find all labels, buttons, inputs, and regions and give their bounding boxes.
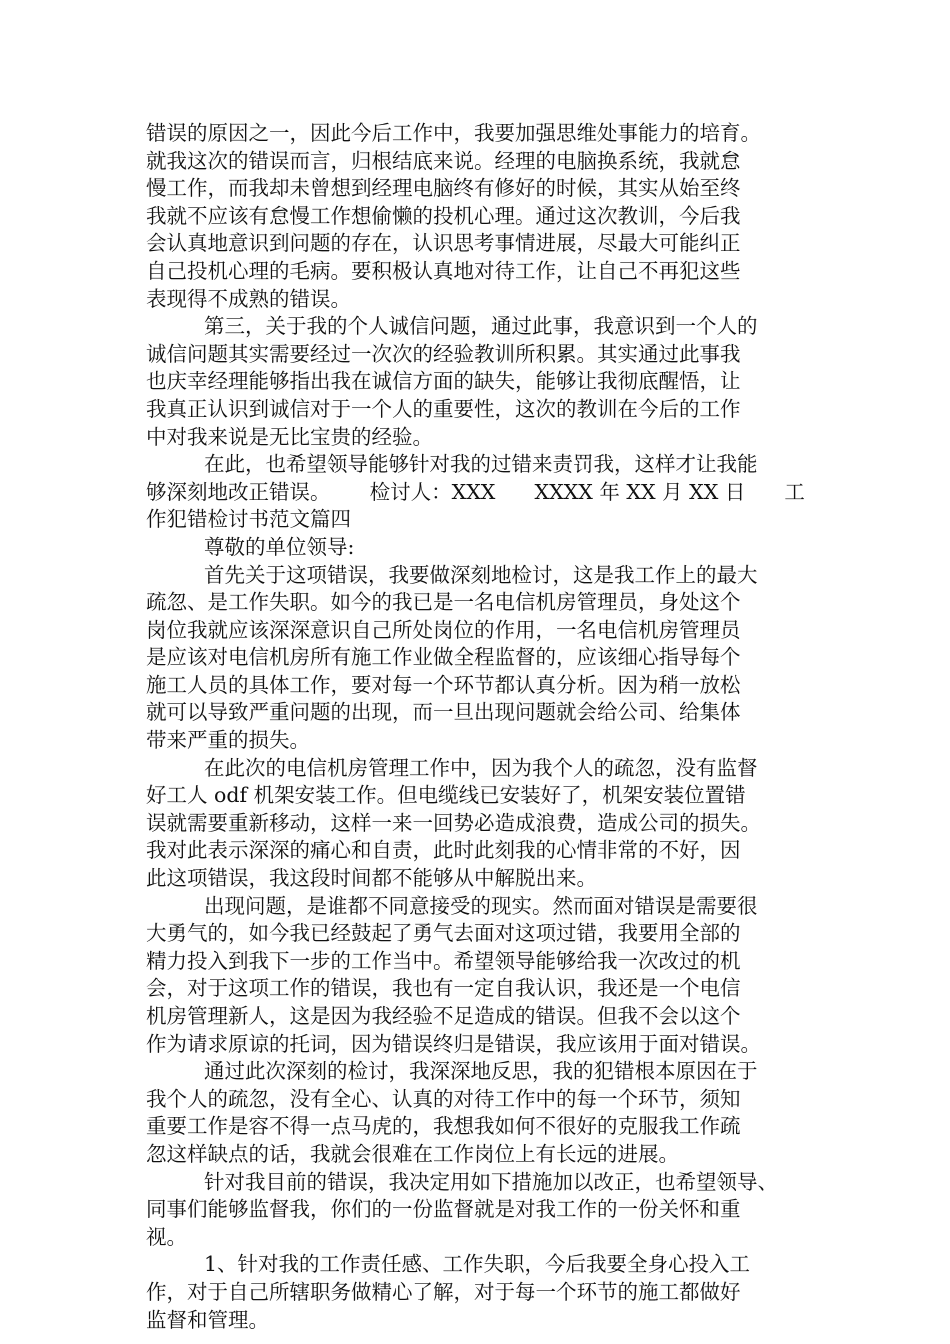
text-line: 此这项错误，我这段时间都不能够从中解脱出来。 xyxy=(146,866,597,891)
text-line: 就可以导致严重问题的出现，而一旦出现问题就会给公司、给集体 xyxy=(146,700,741,725)
text-line: 我真正认识到诚信对于一个人的重要性，这次的教训在今后的工作 xyxy=(146,396,741,421)
text-line: 1、针对我的工作责任感、工作失职，今后我要全身心投入工 xyxy=(204,1252,751,1277)
text-line: 视。 xyxy=(146,1224,187,1249)
text-line: 中对我来说是无比宝贵的经验。 xyxy=(146,424,433,449)
text-line: 作，对于自己所辖职务做精心了解，对于每一个环节的施工都做好 xyxy=(146,1279,741,1304)
text-line: 错误的原因之一，因此今后工作中，我要加强思维处事能力的培育。 xyxy=(146,121,761,145)
text-line: 重要工作是容不得一点马虎的，我想我如何不很好的克服我工作疏 xyxy=(146,1114,741,1139)
text-line: 我个人的疏忽，没有全心、认真的对待工作中的每一个环节，须知 xyxy=(146,1086,741,1111)
text-line: 尊敬的单位领导: xyxy=(204,534,355,559)
text-line: 好工人 odf 机架安装工作。但电缆线已安装好了，机架安装位置错 xyxy=(146,783,746,808)
text-line: 带来严重的损失。 xyxy=(146,728,310,753)
text-line: 我对此表示深深的痛心和自责，此时此刻我的心情非常的不好，因 xyxy=(146,838,741,863)
text-line: 大勇气的，如今我已经鼓起了勇气去面对这项过错，我要用全部的 xyxy=(146,921,741,946)
text-line: 在此次的电信机房管理工作中，因为我个人的疏忽，没有监督 xyxy=(204,755,758,780)
text-line: 忽这样缺点的话，我就会很难在工作岗位上有长远的进展。 xyxy=(146,1141,679,1166)
text-line: 疏忽、是工作失职。如今的我已是一名电信机房管理员，身处这个 xyxy=(146,590,741,615)
text-line: 误就需要重新移动，这样一来一回势必造成浪费，造成公司的损失。 xyxy=(146,810,761,835)
text-line: 够深刻地改正错误。 检讨人：XXX XXXX 年 XX 月 XX 日 工 xyxy=(146,479,805,504)
text-line: 是应该对电信机房所有施工作业做全程监督的，应该细心指导每个 xyxy=(146,645,741,670)
text-line: 施工人员的具体工作，要对每一个环节都认真分析。因为稍一放松 xyxy=(146,672,741,697)
text-line: 同事们能够监督我，你们的一份监督就是对我工作的一份关怀和重 xyxy=(146,1197,741,1222)
text-line: 会，对于这项工作的错误，我也有一定自我认识，我还是一个电信 xyxy=(146,976,741,1001)
document-body-text xyxy=(146,120,816,1334)
text-line: 诚信问题其实需要经过一次次的经验教训所积累。其实通过此事我 xyxy=(146,341,741,366)
text-line: 机房管理新人，这是因为我经验不足造成的错误。但我不会以这个 xyxy=(146,1004,741,1028)
text-line: 会认真地意识到问题的存在，认识思考事情进展，尽最大可能纠正 xyxy=(146,231,741,256)
text-line: 作犯错检讨书范文篇四 xyxy=(146,507,351,532)
text-line: 监督和管理。 xyxy=(146,1307,269,1332)
text-line: 针对我目前的错误，我决定用如下措施加以改正，也希望领导、 xyxy=(204,1169,778,1194)
text-line: 我就不应该有怠慢工作想偷懒的投机心理。通过这次教训，今后我 xyxy=(146,203,741,228)
text-line: 自己投机心理的毛病。要积极认真地对待工作，让自己不再犯这些 xyxy=(146,258,741,283)
text-line: 就我这次的错误而言，归根结底来说。经理的电脑换系统，我就怠 xyxy=(146,148,741,173)
text-line: 精力投入到我下一步的工作当中。希望领导能够给我一次改过的机 xyxy=(146,948,741,973)
text-line: 也庆幸经理能够指出我在诚信方面的缺失，能够让我彻底醒悟，让 xyxy=(146,369,741,394)
text-line: 出现问题，是谁都不同意接受的现实。然而面对错误是需要很 xyxy=(204,893,758,918)
text-line: 表现得不成熟的错误。 xyxy=(146,286,351,311)
text-line: 首先关于这项错误，我要做深刻地检讨，这是我工作上的最大 xyxy=(204,562,758,587)
text-line: 在此，也希望领导能够针对我的过错来责罚我，这样才让我能 xyxy=(204,452,758,477)
text-line: 岗位我就应该深深意识自己所处岗位的作用，一名电信机房管理员 xyxy=(146,617,741,642)
text-line: 第三，关于我的个人诚信问题，通过此事，我意识到一个人的 xyxy=(204,314,758,339)
text-line: 通过此次深刻的检讨，我深深地反思，我的犯错根本原因在于 xyxy=(204,1059,758,1084)
text-line: 慢工作，而我却未曾想到经理电脑终有修好的时候，其实从始至终 xyxy=(146,176,741,201)
text-line: 作为请求原谅的托词，因为错误终归是错误，我应该用于面对错误。 xyxy=(146,1031,761,1056)
